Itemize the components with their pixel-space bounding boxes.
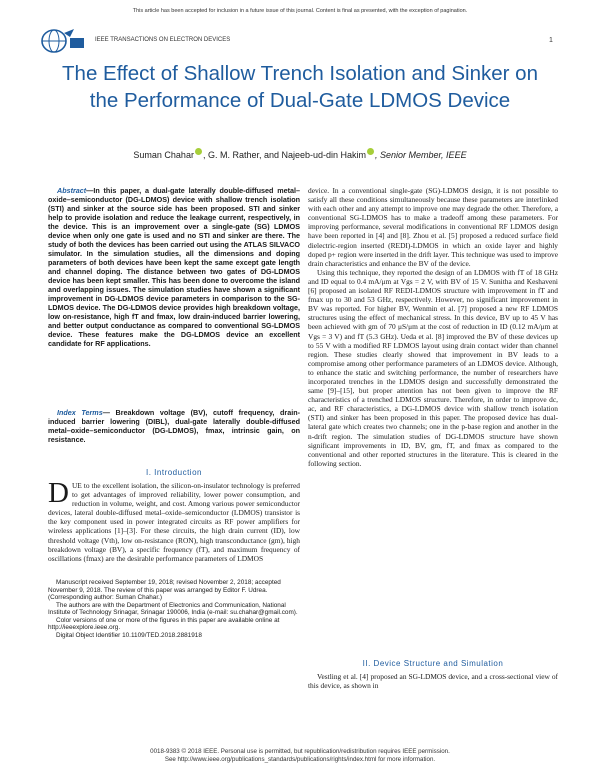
introduction-body xyxy=(48,477,300,563)
orcid-icon[interactable] xyxy=(195,148,202,155)
footnote-doi: Digital Object Identifier 10.1109/TED.2018.2881918 xyxy=(56,631,202,639)
paper-title: The Effect of Shallow Trench Isolation and Sinker on the Performance of Dual-Gate LDMOS Device xyxy=(62,62,538,112)
paragraph: Vestling et al. [4] proposed an SG-LDMOS device, and a cross-sectional view of this device, as shown in xyxy=(308,672,558,691)
page-number: 1 xyxy=(549,37,553,44)
copyright-line: 0018-9383 © 2018 IEEE. Personal use is permitted, but republication/redistribution requires IEEE permission. xyxy=(150,748,450,755)
author-name: Suman Chahar xyxy=(133,150,194,160)
journal-name: IEEE TRANSACTIONS ON ELECTRON DEVICES xyxy=(95,37,231,43)
ieee-logo xyxy=(40,27,88,55)
copyright-footer xyxy=(0,748,600,764)
drop-cap: D xyxy=(48,477,69,509)
orcid-icon[interactable] xyxy=(367,148,374,155)
footnote-affiliation: The authors are with the Department of Electronics and Communication, National Institute of Technology Srinagar, Srinagar 190006, India (e-mail: su.chahar@gmail.com). xyxy=(48,601,298,616)
membership-grade: , Senior Member, IEEE xyxy=(375,150,467,160)
right-column-body xyxy=(308,186,558,468)
section2-body xyxy=(308,672,558,690)
index-terms-label: Index Terms xyxy=(57,408,103,417)
paragraph: Using this technique, they reported the design of an LDMOS with fT of 18 GHz and ID equal to 0.4 mA/μm at Vgs = 2 V, with BV of 15 V. Sunitha and Keshaveni [6] proposed an isolated RF REDI-LDMOS structure with improvement in fT and fmax up to 30 and 53 GHz, respectively. However, no significant improvement in BV was reported. For higher BV, Wenmin et al. [7] proposed a new RF LDMOS structures using the effect of mechanical stress. In this device, BV up to 45 V has been achieved with gm of 70 μS/μm at the cost of reduction in ID (0.12 mA/μm at Vgs = 3 V) and fT (5.3 GHz). Ueda et al. [8] improved the BV of these devices up to 55 V with a modified RF LDMOS layout using drain contact wider than channel region. These studies clearly showed that improvement in BV leads to a compromise among other performance parameters of an LDMOS device. Although, to enhance the static and switching performance, the number of researchers have incorporated trenches in the LDMOS design and successfully demonstrated the same [9]–[15], but proper attention has not been given to improve the RF characteristics of a trenched LDMOS structure. Therefore, in order to improve dc, ac, and RF characteristics, a DG-LDMOS device with shallow trench isolation (STI) and sinker has been proposed in this paper. The proposed device has dual-lateral gate which creates two channels; one in the p-base region and another in the n-drift region. The simulation studies of DG-LDMOS structure have shown significant improvements in ID, BV, gm, fT, and fmax as compared to the conventional and other reported structures in the literature. This is cleared in the following section. xyxy=(308,267,558,468)
rights-link-line: See http://www.ieee.org/publications_standards/publications/rights/index.html for more information. xyxy=(164,756,436,763)
author-line xyxy=(60,148,540,160)
abstract xyxy=(48,186,300,348)
introduction-text: UE to the excellent isolation, the silicon-on-insulator technology is preferred to get advantages of improved reliability, lower power consumption, and reduction in volume, weight, and cost. Among various power semiconductor devices, lateral double-diffused metal–oxide–semiconductor (LDMOS) transistor is the key component used in power integrated circuits as RF power amplifiers for wireless applications [1]–[3]. For these circuits, the high drain current (ID), low threshold voltage (Vth), low on-resistance (RON), high transconductance (gm), high breakdown voltage (BV), a specific frequency (fT), and maximum frequency of oscillations (fmax) are the desirable performance parameters of LDMOS xyxy=(48,481,300,563)
footnote-manuscript: Manuscript received September 19, 2018; revised November 2, 2018; accepted November 9, 2018. The review of this paper was arranged by Editor F. Udrea. (Corresponding author: Suman Chahar.) xyxy=(48,579,281,601)
index-terms xyxy=(48,408,300,444)
abstract-text: —In this paper, a dual-gate laterally double-diffused metal–oxide–semiconductor (DG-LDMOS) device with shallow trench isolation (STI) and sinker at the source side has been proposed. STI and sinker help to provide isolation and reduce the leakage current, respectively, in the device. This is an improvement over a single-gate (SG) LDMOS device when only one gate is used and no STI and sinker are there. The study of both the devices has been carried out using the ATLAS SILVACO simulator. In the simulation studies, all the dimensions and doping parameters of both devices have been kept the same except gate length and channel doping. The distance between two gates of DG-LDMOS device has been kept smaller. This has been done to overcome the island and overlapping issues. The simulation studies have shown a significant improvement in DG-LDMOS device parameters in comparison to the SG-LDMOS device. The DG-LDMOS device provides high breakdown voltage, low on-resistance, high fT and fmax, low drain-induced barrier lowering, and better output conductance as compared to conventional SG-LDMOS device. These features make the DG-LDMOS device an excellent candidate for RF applications. xyxy=(48,186,300,348)
acceptance-notice: This article has been accepted for inclusion in a future issue of this journal. Content is final as presented, with the exception of pagination. xyxy=(132,8,468,14)
author-names: , G. M. Rather, and Najeeb-ud-din Hakim xyxy=(202,150,367,160)
footnotes xyxy=(48,579,300,639)
paragraph: device. In a conventional single-gate (SG)-LDMOS design, it is not possible to satisfy all these conditions simultaneously because these parameters are interlinked with each other and any attempt to improve one may degrade the other. Therefore, a conventional SG-LDMOS has to make a tradeoff among these parameters. For improving performance, several modifications in conventional RF LDMOS design have been reported in [4] and [8]. Zhou et al. [5] proposed a reduced surface field dielectric-region inserted (REDI)-LDMOS in which an oxide layer and highly doped p+ region were inserted in the drift layer. This technique was used to improve drain characteristics and enhance the BV of the device. xyxy=(308,186,558,268)
index-terms-text: — Breakdown voltage (BV), cutoff frequency, drain-induced barrier lowering (DIBL), dual-gate laterally double-diffused metal–oxide–semiconductor (DG-LDMOS), fmax, intrinsic gain, on resistance. xyxy=(48,408,300,444)
abstract-label: Abstract xyxy=(57,186,87,195)
footnote-color: Color versions of one or more of the figures in this paper are available online at http://ieeexplore.ieee.org. xyxy=(48,616,280,631)
section-heading-introduction: I. Introduction xyxy=(146,468,202,477)
section-heading-device-structure: II. Device Structure and Simulation xyxy=(362,659,504,668)
